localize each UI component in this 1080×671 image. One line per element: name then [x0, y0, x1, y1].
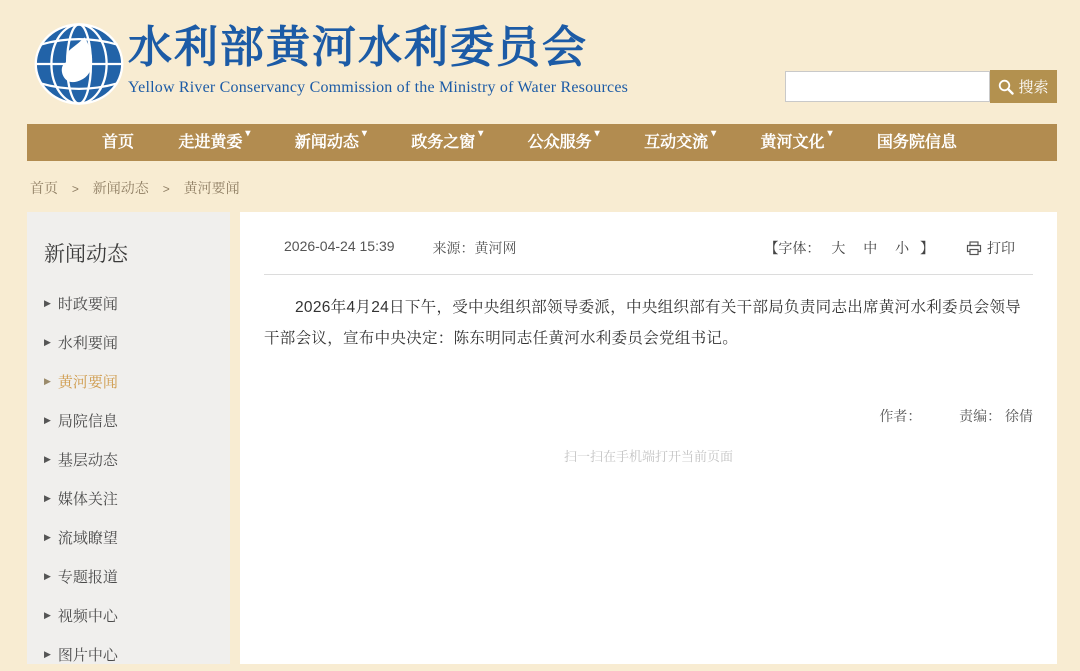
nav-item-about[interactable] — [178, 124, 250, 161]
breadcrumb-separator: > — [71, 182, 79, 196]
arrow-right-icon: ▶ — [44, 454, 51, 464]
sidebar-item-liuyu[interactable] — [44, 518, 230, 557]
breadcrumb — [30, 178, 1080, 198]
sidebar-item-label: 黄河要闻 — [57, 374, 118, 391]
arrow-right-icon: ▶ — [44, 649, 51, 659]
chevron-down-icon: ▾ — [245, 128, 251, 139]
editor-value: 徐倩 — [1005, 408, 1033, 424]
sidebar-item-jiceng[interactable] — [44, 440, 230, 479]
article-meta-row — [264, 234, 1033, 275]
nav-item-home[interactable] — [102, 124, 134, 161]
sidebar-item-label: 媒体关注 — [57, 491, 118, 508]
chevron-down-icon: ▾ — [711, 128, 717, 139]
breadcrumb-home[interactable]: 首页 — [30, 180, 58, 196]
chevron-down-icon: ▾ — [478, 128, 484, 139]
arrow-right-icon: ▶ — [44, 571, 51, 581]
font-size-small-button[interactable]: 小 — [895, 240, 910, 256]
sidebar-item-label: 基层动态 — [57, 452, 118, 469]
breadcrumb-current: 黄河要闻 — [183, 180, 240, 196]
article-body: 2026年4月24日下午，受中央组织部领导委派，中央组织部有关干部局负责同志出席黄河水利委员会领导干部会议，宣布中央决定：陈东明同志任黄河水利委员会党组书记。 — [264, 299, 1022, 347]
sidebar-item-label: 图片中心 — [57, 647, 118, 664]
font-size-label-close: 】 — [920, 240, 934, 256]
article-source: 来源：黄河网 — [432, 240, 517, 256]
nav-item-culture[interactable] — [761, 124, 833, 161]
sidebar-item-shipin[interactable] — [44, 596, 230, 635]
arrow-right-icon: ▶ — [44, 610, 51, 620]
article-meta-right — [764, 238, 1015, 258]
nav-item-gov-affairs[interactable] — [411, 124, 483, 161]
chevron-down-icon: ▾ — [827, 128, 833, 139]
arrow-right-icon: ▶ — [44, 376, 51, 386]
chevron-down-icon: ▾ — [361, 128, 367, 139]
print-button[interactable] — [966, 238, 1015, 258]
sidebar-item-label: 时政要闻 — [57, 296, 118, 313]
nav-item-news[interactable] — [295, 124, 367, 161]
arrow-right-icon: ▶ — [44, 337, 51, 347]
nav-item-label: 黄河文化 — [760, 134, 825, 151]
search-input[interactable] — [785, 71, 990, 102]
article-meta-left — [284, 238, 517, 258]
arrow-right-icon: ▶ — [44, 298, 51, 308]
search-button-label: 搜索 — [1018, 79, 1049, 96]
breadcrumb-news[interactable]: 新闻动态 — [92, 180, 149, 196]
site-title-block — [128, 22, 628, 97]
sidebar-item-meiti[interactable] — [44, 479, 230, 518]
main-area — [27, 212, 1057, 664]
site-title-chinese: 水利部黄河水利委员会 — [128, 22, 588, 73]
sidebar-item-tupian[interactable] — [44, 635, 230, 671]
sidebar-item-label: 流域瞭望 — [57, 530, 118, 547]
font-size-control — [764, 238, 934, 258]
arrow-right-icon: ▶ — [44, 532, 51, 542]
printer-icon — [966, 241, 982, 256]
search-box — [785, 70, 1057, 103]
font-size-label-open: 【字体： — [764, 240, 821, 256]
sidebar-item-zhuanti[interactable] — [44, 557, 230, 596]
nav-item-label: 国务院信息 — [876, 134, 957, 151]
sidebar-item-label: 视频中心 — [57, 608, 118, 625]
print-button-label: 打印 — [987, 240, 1015, 256]
nav-item-public-service[interactable] — [528, 124, 600, 161]
sidebar-title: 新闻动态 — [44, 243, 128, 266]
nav-item-label: 新闻动态 — [294, 134, 359, 151]
sidebar-item-huanghe-active[interactable] — [44, 362, 230, 401]
breadcrumb-separator: > — [162, 182, 170, 196]
sidebar-item-label: 专题报道 — [57, 569, 118, 586]
sidebar-item-shuili[interactable] — [44, 323, 230, 362]
nav-item-state-council[interactable] — [877, 124, 957, 161]
arrow-right-icon: ▶ — [44, 493, 51, 503]
nav-item-label: 互动交流 — [644, 134, 709, 151]
search-icon — [998, 79, 1014, 95]
site-header — [0, 0, 1080, 124]
author-label: 作者： — [879, 408, 922, 424]
search-button[interactable] — [990, 70, 1057, 103]
nav-item-interaction[interactable] — [644, 124, 716, 161]
article-date: 2026-04-24 15:39 — [284, 238, 395, 254]
yrcc-globe-logo-icon — [33, 20, 125, 108]
qr-scan-caption: 扫一扫在手机端打开当前页面 — [563, 449, 733, 464]
sidebar-item-label: 局院信息 — [57, 413, 118, 430]
sidebar-item-label: 水利要闻 — [57, 335, 118, 352]
arrow-right-icon: ▶ — [44, 415, 51, 425]
nav-item-label: 公众服务 — [527, 134, 592, 151]
site-title-english: Yellow River Conservancy Commission of the Ministry of Water Resources — [128, 79, 629, 96]
nav-item-label: 首页 — [102, 134, 135, 151]
nav-item-label: 走进黄委 — [178, 134, 243, 151]
author-editor-row — [264, 406, 1033, 426]
font-size-large-button[interactable]: 大 — [831, 240, 846, 256]
sidebar-item-shizheng[interactable] — [44, 284, 230, 323]
main-nav — [27, 124, 1057, 161]
font-size-medium-button[interactable]: 中 — [863, 240, 878, 256]
sidebar-item-juyuan[interactable] — [44, 401, 230, 440]
editor-label: 责编： — [959, 408, 1002, 424]
nav-item-label: 政务之窗 — [411, 134, 476, 151]
sidebar — [27, 212, 230, 664]
chevron-down-icon: ▾ — [594, 128, 600, 139]
article-panel — [240, 212, 1057, 664]
